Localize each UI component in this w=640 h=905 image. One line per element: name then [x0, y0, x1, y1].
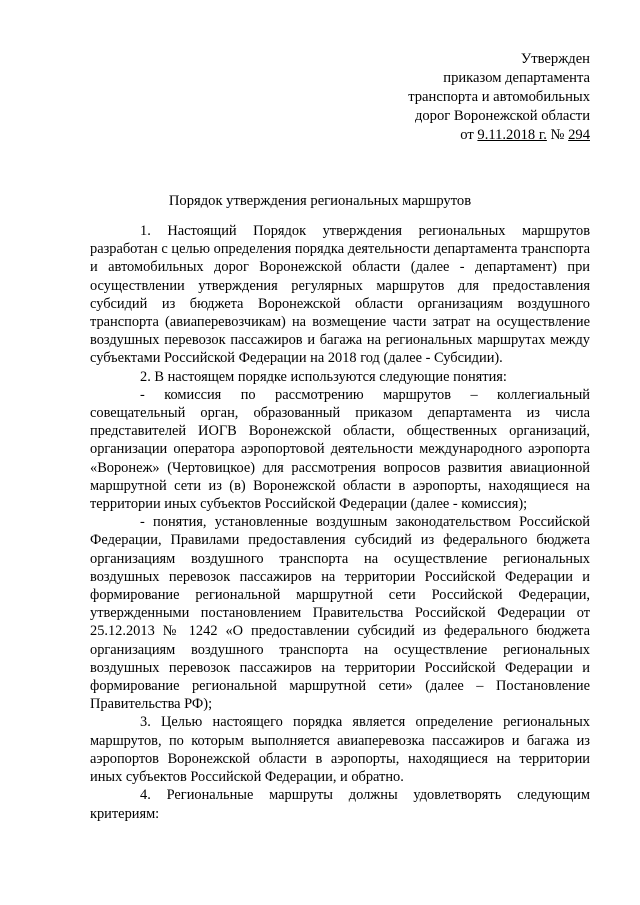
- approval-line-3: транспорта и автомобильных: [408, 89, 590, 105]
- approval-number: 294: [568, 127, 590, 143]
- approval-date-prefix: от: [460, 127, 478, 143]
- paragraph-5: 3. Целью настоящего порядка является определение региональных маршрутов, по которым выполняется авиаперевозка пассажиров и багажа из аэропортов Воронежской области в аэропорты, находящиеся на территории иных субъектов Российской Федерации, и обратно.: [90, 714, 590, 786]
- approval-number-prefix: №: [546, 127, 569, 143]
- approval-line-2: приказом департамента: [443, 70, 590, 86]
- paragraph-3: - комиссия по рассмотрению маршрутов – коллегиальный совещательный орган, образованный приказом департамента из числа представителей ИОГВ Воронежской области, общественных организаций, организации оператора аэропортовой деятельности международного аэропорта «Воронеж» (Чертовицкое) для рассмотрения вопросов развития авиационной маршрутной сети из (в) Воронежской области в аэропорты, находящиеся на территории иных субъектов Российской Федерации (далее - комиссия);: [90, 386, 590, 513]
- approval-date: 9.11.2018 г.: [477, 127, 547, 143]
- approval-date-line: [408, 126, 590, 145]
- approval-stamp: [408, 50, 590, 145]
- document-title: Порядок утверждения региональных маршрутов: [168, 193, 472, 209]
- approval-line-1: Утвержден: [520, 51, 590, 67]
- document-body: [90, 222, 590, 823]
- approval-line-4: дорог Воронежской области: [414, 108, 590, 124]
- paragraph-1: 1. Настоящий Порядок утверждения региональных маршрутов разработан с целью определения порядка деятельности департамента транспорта и автомобильных дорог Воронежской области (далее - департамент) при осуществлении утверждения регулярных маршрутов для предоставления субсидий из бюджета Воронежской области организациям воздушного транспорта (авиаперевозчикам) на возмещение части затрат на осуществление воздушных перевозок пассажиров и багажа на региональных маршрутах между субъектами Российской Федерации на 2018 год (далее - Субсидии).: [90, 223, 590, 367]
- paragraph-2: 2. В настоящем порядке используются следующие понятия:: [140, 368, 507, 385]
- paragraph-4: - понятия, установленные воздушным законодательством Российской Федерации, Правилами предоставления субсидий из федерального бюджета организациям воздушного транспорта на осуществление региональных воздушных перевозок пассажиров на территории Российской Федерации и формирование региональной маршрутной сети Российской Федерации, утвержденными постановлением Правительства Российской Федерации от 25.12.2013 № 1242 «О предоставлении субсидий из федерального бюджета организациям воздушного транспорта на осуществление региональных воздушных перевозок пассажиров на территории Российской Федерации и формирование региональной маршрутной сети» (далее – Постановление Правительства РФ);: [90, 514, 590, 713]
- paragraph-6: 4. Региональные маршруты должны удовлетворять следующим критериям:: [90, 787, 590, 822]
